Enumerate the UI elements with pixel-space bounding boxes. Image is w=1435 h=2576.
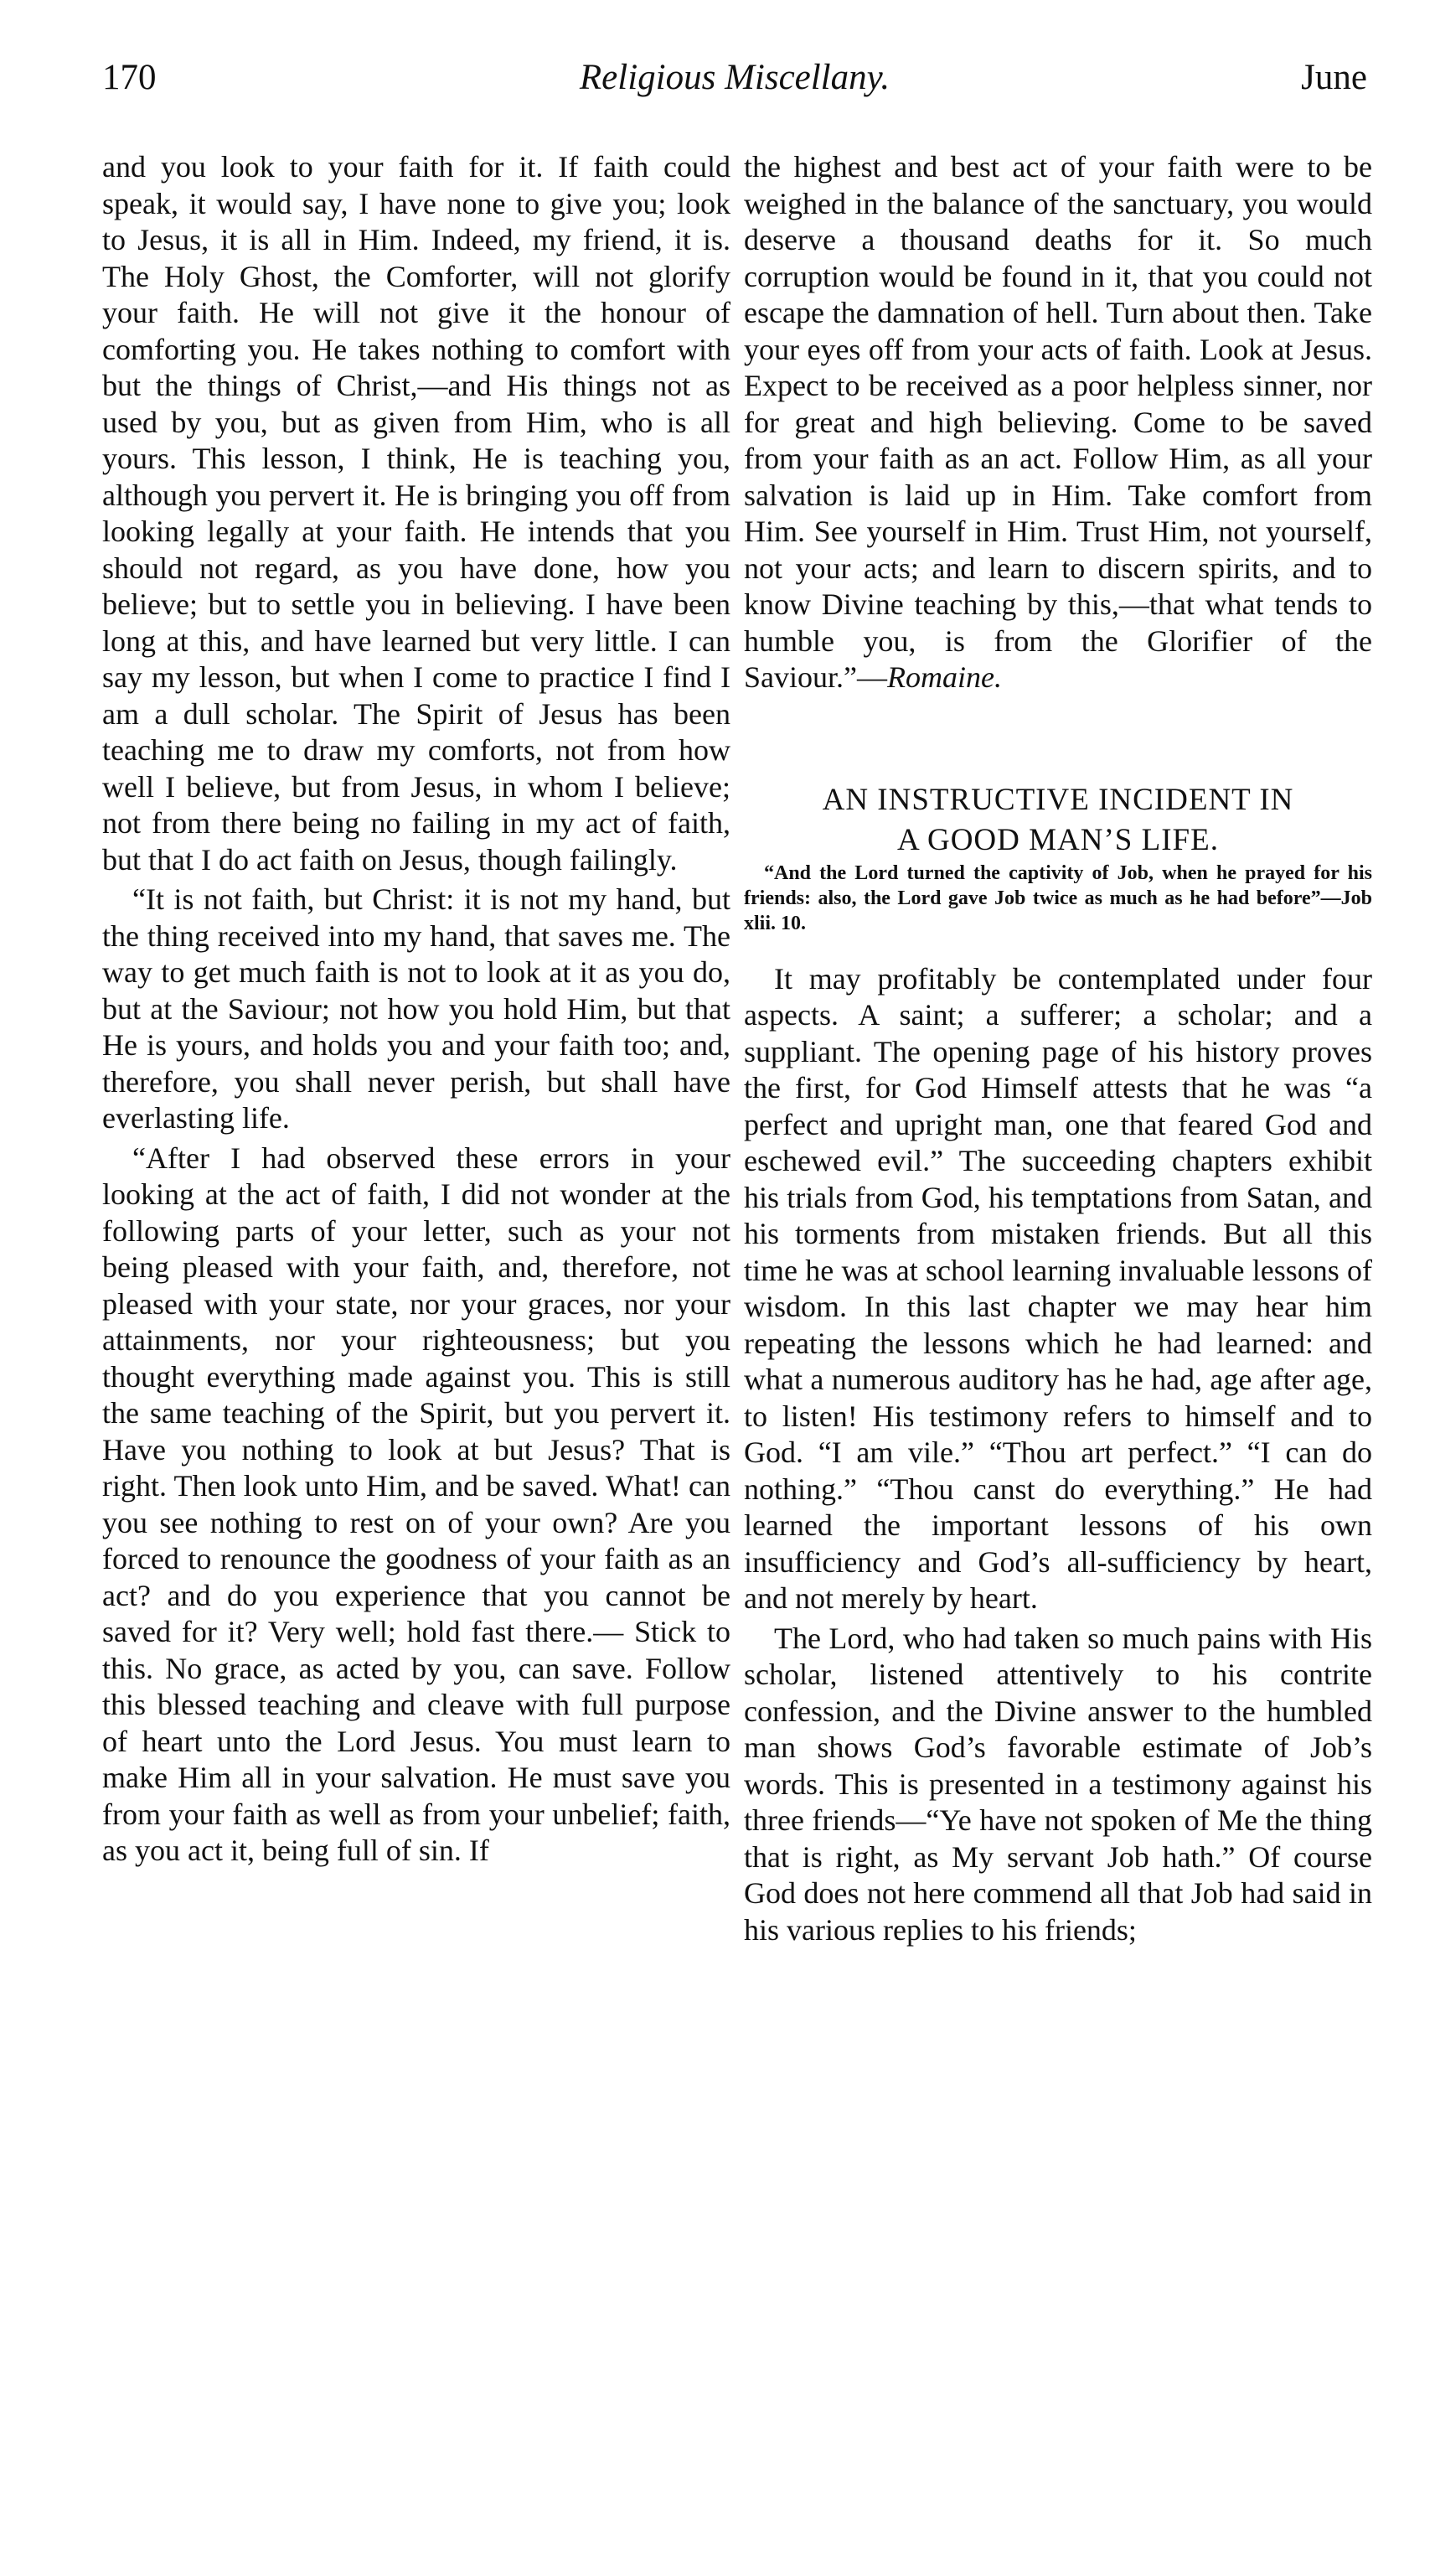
article-title [744,780,1372,861]
right-paragraph-3: The Lord, who had taken so much pains with His scholar, listened attentively to his contrite confession, and the Divine answer to the humbled man shows God’s favorable estimate of Job’s words. This is presented in a testimony against his three friends—“Ye have not spoken of Me the thing that is right, as My servant Job hath.” Of course God does not here commend all that Job had said in his various replies to his friends; [744,1621,1372,1947]
issue-month: June [1301,58,1367,97]
right-column [744,149,1372,1948]
right-paragraph-1-text: the highest and best act of your faith were to be weighed in the balance of the sanctuary, you would deserve a thousand deaths for it. So much corruption would be found in it, that you could not escape the damnation of hell. Turn about then. Take your eyes off from your acts of faith. Look at Jesus. Expect to be received as a poor helpless sinner, nor for great and high believing. Come to be saved from your faith as an act. Follow Him, as all your salvation is laid up in Him. Take comfort from Him. See yourself in Him. Trust Him, not yourself, not your acts; and learn to discern spirits, and to know Divine teaching by this,—that what tends to humble you, is from the Glorifier of the Saviour.”— [744,150,1372,694]
right-paragraph-2: It may profitably be contemplated under four aspects. A saint; a sufferer; a scholar; and a suppliant. The opening page of his history proves the first, for God Himself attests that he was “a perfect and upright man, one that feared God and eschewed evil.” The succeeding chapters exhibit his trials from God, his temptations from Satan, and his torments from mistaken friends. But all this time he was at school learning invaluable lessons of wisdom. In this last chapter we may hear him repeating the lessons which he had learned: and what a numerous auditory has he had, age after age, to listen! His testimony refers to himself and to God. “I am vile.” “Thou art perfect.” “I can do nothing.” “Thou canst do everything.” He had learned the important lessons of his own insufficiency and God’s all-sufficiency by heart, and not merely by heart. [744,961,1372,1615]
left-paragraph-3: “After I had observed these errors in your looking at the act of faith, I did not wonder at the following parts of your letter, such as your not being pleased with your faith, and, therefore, not pleased with your state, nor your graces, nor your attainments, nor your righteousness; but you thought everything made against you. This is still the same teaching of the Spirit, but you pervert it. Have you nothing to look at but Jesus? That is right. Then look unto Him, and be saved. What! can you see nothing to rest on of your own? Are you forced to renounce the goodness of your faith as an act? and do you experience that you cannot be saved for it? Very well; hold fast there.— Stick to this. No grace, as acted by you, can save. Follow this blessed teaching and cleave with full purpose of heart unto the Lord Jesus. You must learn to make Him all in your salvation. He must save you from your faith as well as from your unbelief; faith, as you act it, being full of sin. If [102,1141,730,1867]
page-number: 170 [102,58,157,97]
author-byline: Romaine. [886,660,1002,694]
journal-title: Religious Miscellany. [579,58,890,97]
left-paragraph-1: and you look to your faith for it. If faith could speak, it would say, I have none to give you; look to Jesus, it is all in Him. Indeed, my friend, it is. The Holy Ghost, the Comforter, will not glorify your faith. He will not give it the honour of comforting you. He takes nothing to comfort with but the things of Christ,—and His things not as used by you, but as given from Him, who is all yours. This lesson, I think, He is teaching you, although you pervert it. He is bringing you off from looking legally at your faith. He intends that you should not regard, as you have done, how you believe; but to settle you in believing. I have been long at this, and have learned but very little. I can say my lesson, but when I come to practice I find I am a dull scholar. The Spirit of Jesus has been teaching me to draw my comforts, not from how well I believe, but from Jesus, in whom I believe; not from there being no failing in my act of faith, but that I do act faith on Jesus, though failingly. [102,150,730,877]
epigraph-text: “And the Lord turned the captivity of Job, when he prayed for his friends: also, the Lord gave Job twice as much as he had before”— [744,861,1372,909]
right-paragraph-1 [744,149,1372,696]
epigraph [744,861,1372,936]
article-title-line-1: AN INSTRUCTIVE INCIDENT IN [822,782,1294,817]
left-column [102,149,730,1870]
running-head [102,49,1367,107]
article-title-line-2: A GOOD MAN’S LIFE. [897,822,1219,857]
epigraph-reference: Job xlii. 10. [744,887,1372,934]
left-paragraph-2: “It is not faith, but Christ: it is not my hand, but the thing received into my hand, that saves me. The way to get much faith is not to look at it as you do, but at the Saviour; not how you hold Him, but that He is yours, and holds you and your faith too; and, therefore, you shall never perish, but shall have everlasting life. [102,882,730,1135]
